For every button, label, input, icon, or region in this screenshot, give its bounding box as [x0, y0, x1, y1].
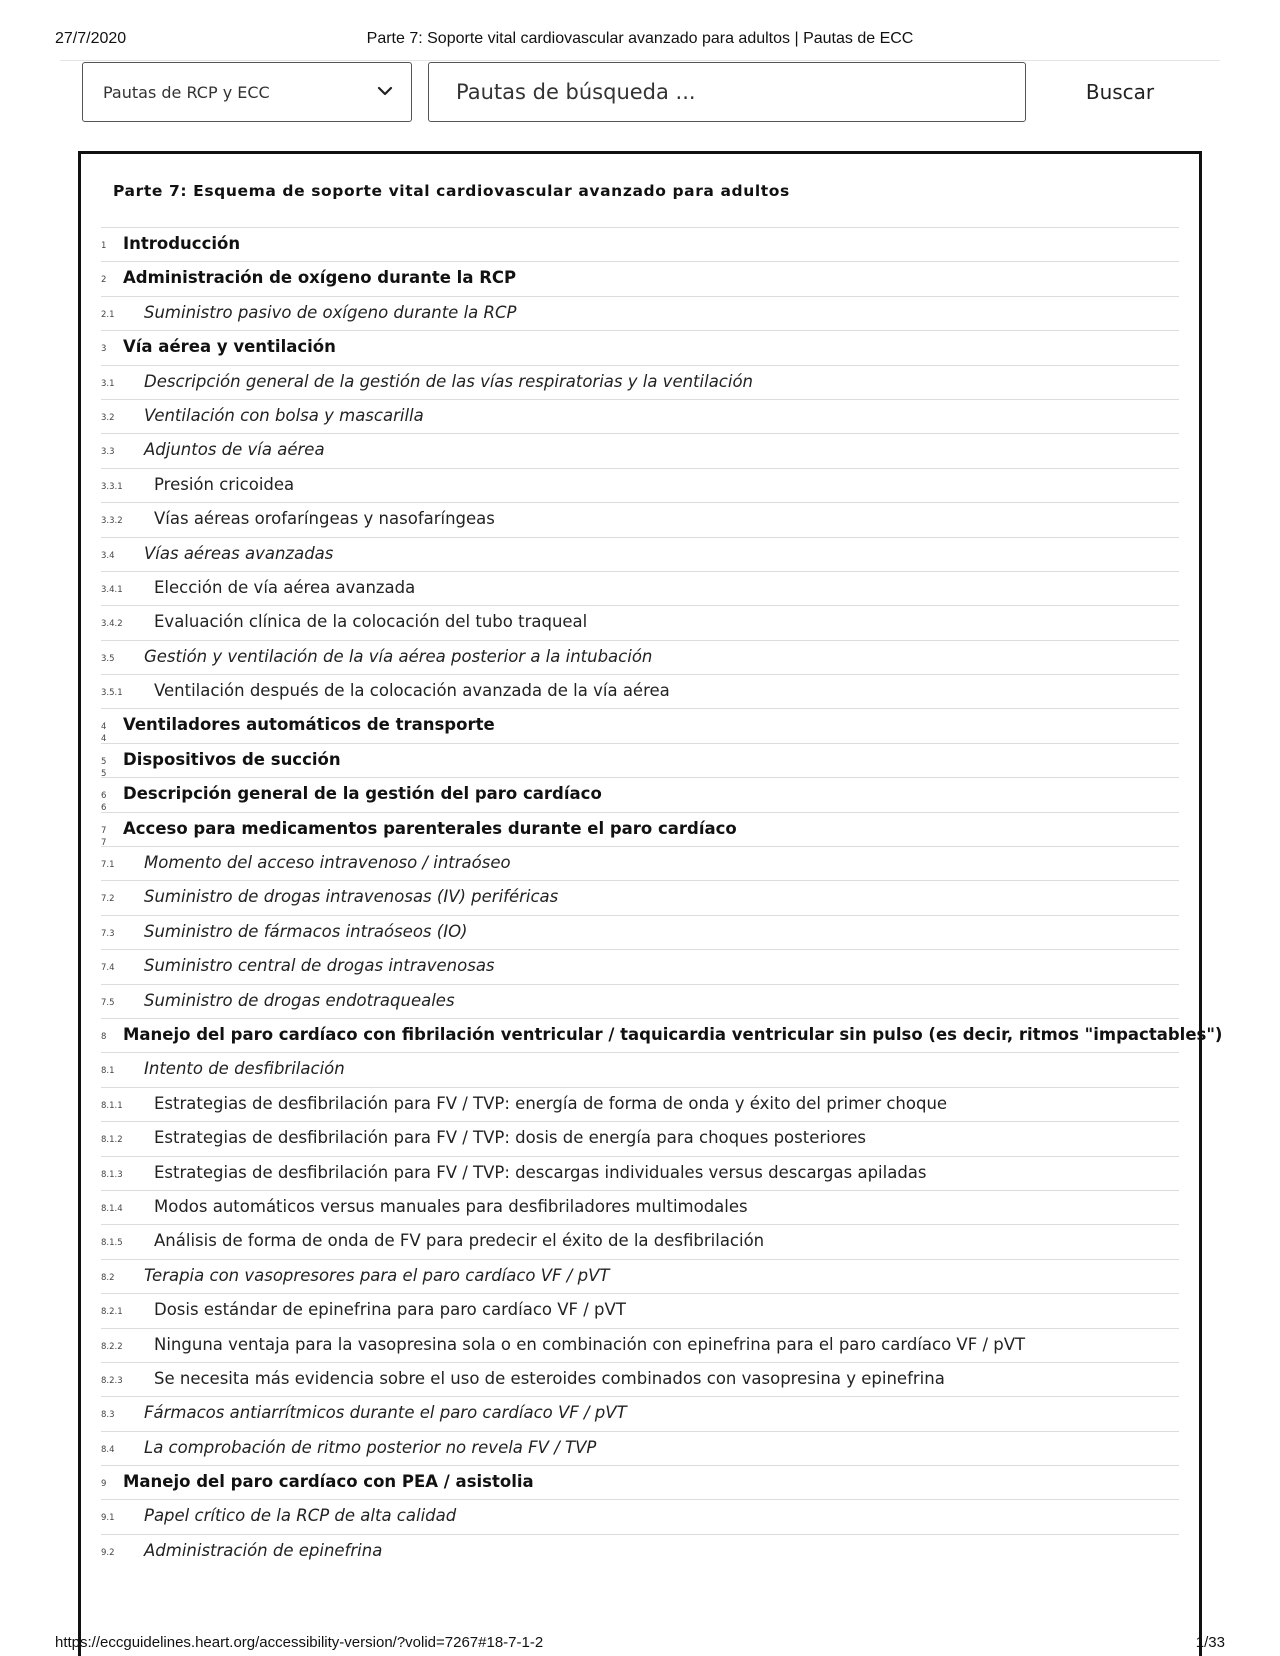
toc-item-number: 3.5.1: [101, 688, 123, 699]
toc-item[interactable]: [101, 984, 1179, 1018]
print-url: https://eccguidelines.heart.org/accessibility-version/?volid=7267#18-7-1-2: [55, 1634, 544, 1651]
toc-item-link[interactable]: Suministro de drogas endotraqueales: [144, 990, 455, 1010]
toc-item-link[interactable]: Suministro central de drogas intravenosas: [144, 956, 495, 976]
print-footer: [55, 1634, 1225, 1654]
guidelines-select[interactable]: [82, 62, 412, 122]
toc-item-number: 3.5: [101, 653, 115, 664]
toc-item[interactable]: [101, 1121, 1179, 1155]
toc-item-number: 3.4: [101, 550, 115, 561]
toc-item[interactable]: [101, 1293, 1179, 1327]
guidelines-select-value: Pautas de RCP y ECC: [103, 82, 270, 102]
toc-item[interactable]: [101, 1362, 1179, 1396]
toc-item-number: 8.1.1: [101, 1100, 123, 1111]
toc-item-number: 3.4.1: [101, 584, 123, 595]
toc-item-link[interactable]: Dispositivos de succión: [123, 749, 341, 769]
toc-item-link[interactable]: Manejo del paro cardíaco con PEA / asistolia: [123, 1472, 534, 1492]
toc-item-number: 1: [101, 241, 107, 251]
toc-item-link[interactable]: Presión cricoidea: [154, 474, 295, 494]
toc-item-link[interactable]: Modos automáticos versus manuales para desfibriladores multimodales: [154, 1196, 748, 1216]
toc-item-link[interactable]: Evaluación clínica de la colocación del tubo traqueal: [154, 612, 588, 632]
toc-item[interactable]: [101, 1259, 1179, 1293]
toc-item[interactable]: [101, 261, 1179, 295]
toc-item[interactable]: [101, 1396, 1179, 1430]
toc-item-number: 8.4: [101, 1444, 115, 1455]
toc-item[interactable]: [101, 1052, 1179, 1086]
toc-item[interactable]: [101, 296, 1179, 330]
toc-item-number-duplicate: 4: [101, 734, 107, 745]
toc-item-number: 8.2.1: [101, 1307, 123, 1318]
toc-item-link[interactable]: Vías aéreas avanzadas: [144, 543, 334, 563]
toc-item-link[interactable]: Estrategias de desfibrilación para FV / TVP: dosis de energía para choques posteriores: [154, 1128, 866, 1148]
toc-item-number: 8.2: [101, 1272, 115, 1283]
toc-item-number-duplicate: 5: [101, 768, 107, 779]
toc-item-number: 7.1: [101, 860, 115, 871]
toc-item-link[interactable]: Ninguna ventaja para la vasopresina sola o en combinación con epinefrina para el paro cardíaco VF / pVT: [154, 1334, 1026, 1354]
toc-item-number: 8.1.4: [101, 1203, 123, 1214]
toc-item-number: 9: [101, 1479, 107, 1490]
toc-item-number: 9.2: [101, 1547, 115, 1558]
toc-item-number: 7.2: [101, 894, 115, 905]
toc-item-number: 7.5: [101, 997, 115, 1008]
toc-item-link[interactable]: Terapia con vasopresores para el paro cardíaco VF / pVT: [144, 1265, 610, 1285]
toc-item-link[interactable]: Suministro pasivo de oxígeno durante la RCP: [144, 302, 517, 322]
toc-item-link[interactable]: Ventilación con bolsa y mascarilla: [144, 405, 424, 425]
toc-item-number: 3.4.2: [101, 619, 123, 630]
toc-item[interactable]: [101, 1190, 1179, 1224]
toc-item-number: 7.3: [101, 928, 115, 939]
toc-item-link[interactable]: Administración de epinefrina: [144, 1540, 383, 1560]
toc-item[interactable]: [101, 777, 1179, 814]
toc-item-link[interactable]: Análisis de forma de onda de FV para predecir el éxito de la desfibrilación: [154, 1231, 765, 1251]
toc-item-link[interactable]: Adjuntos de vía aérea: [144, 440, 325, 460]
toc-item-link[interactable]: Elección de vía aérea avanzada: [154, 577, 416, 597]
toc-item-number: 8.1.2: [101, 1135, 123, 1146]
toc-item[interactable]: [101, 502, 1179, 536]
toc-item-link[interactable]: Acceso para medicamentos parenterales durante el paro cardíaco: [123, 818, 737, 838]
toc-item[interactable]: [101, 1328, 1179, 1362]
toc-item-number: 3: [101, 344, 107, 355]
toc-item[interactable]: [101, 365, 1179, 399]
toc-item[interactable]: [101, 605, 1179, 639]
toc-item-number: 8: [101, 1031, 107, 1042]
toc-item-link[interactable]: Introducción: [123, 234, 241, 253]
toc-item-link[interactable]: Papel crítico de la RCP de alta calidad: [144, 1506, 457, 1526]
toc-item[interactable]: [101, 708, 1179, 745]
toc-item-link[interactable]: Ventilación después de la colocación avanzada de la vía aérea: [154, 681, 670, 701]
toc-item[interactable]: [101, 399, 1179, 433]
toc-item[interactable]: [101, 1465, 1179, 1499]
print-header: [55, 30, 1225, 52]
toc-item-link[interactable]: Administración de oxígeno durante la RCP: [123, 268, 517, 288]
toc-item[interactable]: [101, 812, 1179, 846]
toc-item-link[interactable]: Vías aéreas orofaríngeas y nasofaríngeas: [154, 509, 495, 529]
toc-item-number: 8.1.5: [101, 1238, 123, 1249]
toc-item[interactable]: [101, 674, 1179, 708]
toc-item-number: 8.2.3: [101, 1375, 123, 1386]
toc-item-link[interactable]: Intento de desfibrilación: [144, 1059, 345, 1079]
toc-item[interactable]: [101, 571, 1179, 605]
chevron-down-icon: [375, 81, 395, 101]
toc-item-number: 3.2: [101, 412, 115, 423]
toc-item-number: 7: [101, 825, 107, 836]
toc-item-number: 8.1.3: [101, 1169, 123, 1180]
toc-item-link[interactable]: Estrategias de desfibrilación para FV / TVP: energía de forma de onda y éxito del primer choque: [154, 1093, 948, 1113]
toc-item-link[interactable]: Gestión y ventilación de la vía aérea posterior a la intubación: [144, 646, 653, 666]
page-number: 1/33: [1195, 1634, 1225, 1651]
toc-item-link[interactable]: Estrategias de desfibrilación para FV / TVP: descargas individuales versus descargas apiladas: [154, 1162, 927, 1182]
toc-item[interactable]: [101, 846, 1179, 880]
toc-item[interactable]: [101, 743, 1179, 777]
toc-item[interactable]: [101, 1534, 1179, 1568]
toc-item-link[interactable]: Dosis estándar de epinefrina para paro cardíaco VF / pVT: [154, 1300, 626, 1320]
toc-item[interactable]: [101, 1224, 1179, 1258]
toc-item-number-duplicate: 7: [101, 837, 107, 848]
search-button[interactable]: Buscar: [1050, 62, 1190, 122]
toc-item-number: 8.3: [101, 1410, 115, 1421]
toc-item[interactable]: [101, 915, 1179, 949]
toc-item[interactable]: [101, 227, 1179, 261]
toc-item-number: 8.2.2: [101, 1341, 123, 1352]
search-input[interactable]: [428, 62, 1026, 122]
toc-item-link[interactable]: Momento del acceso intravenoso / intraóseo: [144, 853, 511, 873]
toc-item-number: 4: [101, 722, 107, 733]
toc-item-number: 5: [101, 756, 107, 767]
toc-item-link[interactable]: Vía aérea y ventilación: [123, 337, 336, 357]
toc-item[interactable]: [101, 468, 1179, 502]
toc-item[interactable]: [101, 537, 1179, 571]
toc-item[interactable]: [101, 1156, 1179, 1190]
toc-item[interactable]: [101, 330, 1179, 364]
toc-item-link[interactable]: Fármacos antiarrítmicos durante el paro cardíaco VF / pVT: [144, 1403, 627, 1423]
toc-item[interactable]: [101, 949, 1179, 983]
toc-item-link[interactable]: Descripción general de la gestión del paro cardíaco: [123, 784, 602, 804]
toc-item-number: 9.1: [101, 1513, 115, 1524]
toc-item[interactable]: [101, 1431, 1179, 1465]
toc-item-number: 3.3.1: [101, 481, 123, 492]
print-page-title: Parte 7: Soporte vital cardiovascular avanzado para adultos | Pautas de ECC: [366, 30, 914, 47]
toc-item-number: 8.1: [101, 1066, 115, 1077]
toc-item-number: 3.3.2: [101, 516, 123, 527]
toc-item-link[interactable]: Manejo del paro cardíaco con fibrilación ventricular / taquicardia ventricular sin pulso (es decir, ritmos "impactables"): [123, 1024, 1223, 1044]
toc-item-link[interactable]: Ventiladores automáticos de transporte: [123, 715, 495, 735]
toc-item-link[interactable]: Descripción general de la gestión de las vías respiratorias y la ventilación: [144, 371, 754, 391]
toc-item[interactable]: [101, 433, 1179, 467]
toc-item-number: 6: [101, 791, 107, 802]
toc-item[interactable]: [101, 1018, 1223, 1052]
toc-item-number: 3.1: [101, 378, 115, 389]
divider: [60, 60, 1220, 61]
print-date: 27/7/2020: [55, 30, 127, 47]
toc-item[interactable]: [101, 640, 1179, 674]
toc-item-link[interactable]: Suministro de drogas intravenosas (IV) periféricas: [144, 887, 559, 907]
toc-item-link[interactable]: Se necesita más evidencia sobre el uso de esteroides combinados con vasopresina y epinefrina: [154, 1368, 945, 1388]
toc-item[interactable]: [101, 1087, 1179, 1121]
toc-item-number: 3.3: [101, 447, 115, 458]
toc-item-number: 7.4: [101, 963, 115, 974]
toc-item-link[interactable]: La comprobación de ritmo posterior no revela FV / TVP: [144, 1437, 597, 1457]
toc-item-number: 2: [101, 275, 107, 286]
toc-heading: Parte 7: Esquema de soporte vital cardiovascular avanzado para adultos: [113, 182, 790, 200]
toc-item[interactable]: [101, 880, 1179, 914]
toc-item-number: 2.1: [101, 309, 115, 320]
toc-item-number-duplicate: 6: [101, 803, 107, 814]
toc-item-link[interactable]: Suministro de fármacos intraóseos (IO): [144, 921, 468, 941]
toc-list: [101, 227, 1223, 1568]
toc-item[interactable]: [101, 1499, 1179, 1533]
